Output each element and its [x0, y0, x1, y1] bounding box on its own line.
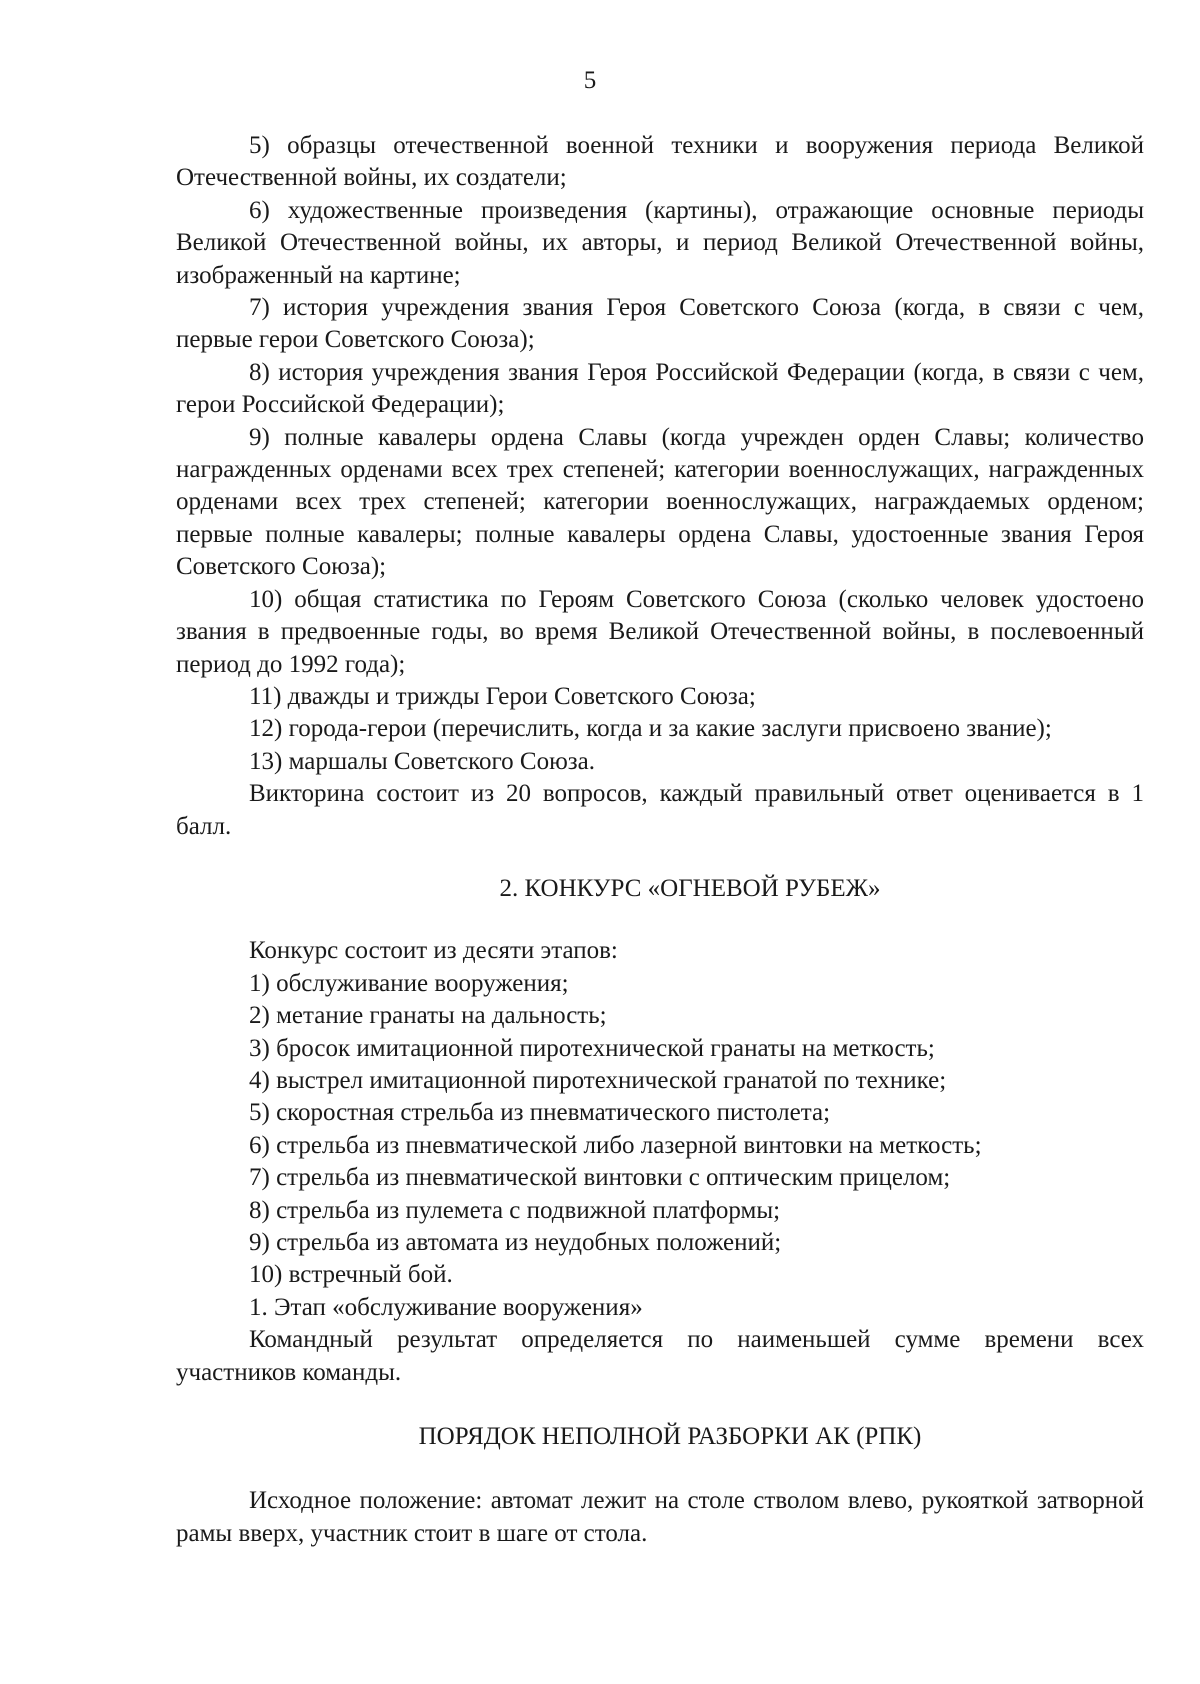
initial-position-paragraph: Исходное положение: автомат лежит на столе стволом влево, рукояткой затворной рамы вверх, участник стоит в шаге от стола. [176, 1487, 1144, 1547]
list-item-9: 9) полные кавалеры ордена Славы (когда учрежден орден Славы; количество награжденных орденами всех трех степеней; категории военнослужащих, награжденных орденами всех трех степеней; категории военнослужащих, награждаемых орденом; первые полные кавалеры; полные кавалеры ордена Славы, удостоенные звания Героя Советского Союза); [176, 423, 1144, 581]
list-item-12: 12) города-герои (перечислить, когда и за какие заслуги присвоено звание); [249, 715, 1052, 743]
section-heading-disassembly: ПОРЯДОК НЕПОЛНОЙ РАЗБОРКИ АК (РПК) [418, 1423, 922, 1451]
list-item-10: 10) общая статистика по Героям Советского Союза (сколько человек удостоено звания в предвоенные годы, во время Великой Отечественной войны, в послевоенный период до 1992 года); [176, 585, 1144, 678]
list-item-5: 5) образцы отечественной военной техники и вооружения периода Великой Отечественной войны, их создатели; [176, 132, 1144, 192]
stage-item-10: 10) встречный бой. [249, 1261, 453, 1289]
stage-item-5: 5) скоростная стрельба из пневматического пистолета; [249, 1099, 831, 1127]
stage-item-7: 7) стрельба из пневматической винтовки с оптическим прицелом; [249, 1164, 951, 1192]
stage-item-4: 4) выстрел имитационной пиротехнической гранатой по технике; [249, 1066, 947, 1094]
team-result-paragraph: Командный результат определяется по наименьшей сумме времени всех участников команды. [176, 1326, 1144, 1386]
stage-item-1: 1) обслуживание вооружения; [249, 969, 569, 997]
document-body [176, 130, 1144, 1550]
list-item-6: 6) художественные произведения (картины), отражающие основные периоды Великой Отечественной войны, их авторы, и период Великой Отечественной войны, изображенный на картине; [176, 196, 1144, 289]
list-item-7: 7) история учреждения звания Героя Советского Союза (когда, в связи с чем, первые герои Советского Союза); [176, 294, 1144, 354]
stage-item-8: 8) стрельба из пулемета с подвижной платформы; [249, 1196, 781, 1224]
section-heading-fire-line: 2. КОНКУРС «ОГНЕВОЙ РУБЕЖ» [499, 874, 881, 902]
page-number: 5 [583, 67, 597, 94]
stages-intro: Конкурс состоит из десяти этапов: [249, 937, 618, 965]
stage-item-3: 3) бросок имитационной пиротехнической гранаты на меткость; [249, 1034, 935, 1062]
stage-item-9: 9) стрельба из автомата из неудобных положений; [249, 1229, 782, 1256]
stage-item-2: 2) метание гранаты на дальность; [249, 1002, 607, 1030]
list-item-8: 8) история учреждения звания Героя Российской Федерации (когда, в связи с чем, герои Российской Федерации); [176, 358, 1144, 419]
quiz-note: Викторина состоит из 20 вопросов, каждый правильный ответ оценивается в 1 балл. [176, 780, 1144, 840]
list-item-13: 13) маршалы Советского Союза. [249, 747, 595, 775]
stage-1-title: 1. Этап «обслуживание вооружения» [249, 1293, 643, 1321]
list-item-11: 11) дважды и трижды Герои Советского Союза; [249, 682, 756, 710]
stage-item-6: 6) стрельба из пневматической либо лазерной винтовки на меткость; [249, 1131, 982, 1159]
